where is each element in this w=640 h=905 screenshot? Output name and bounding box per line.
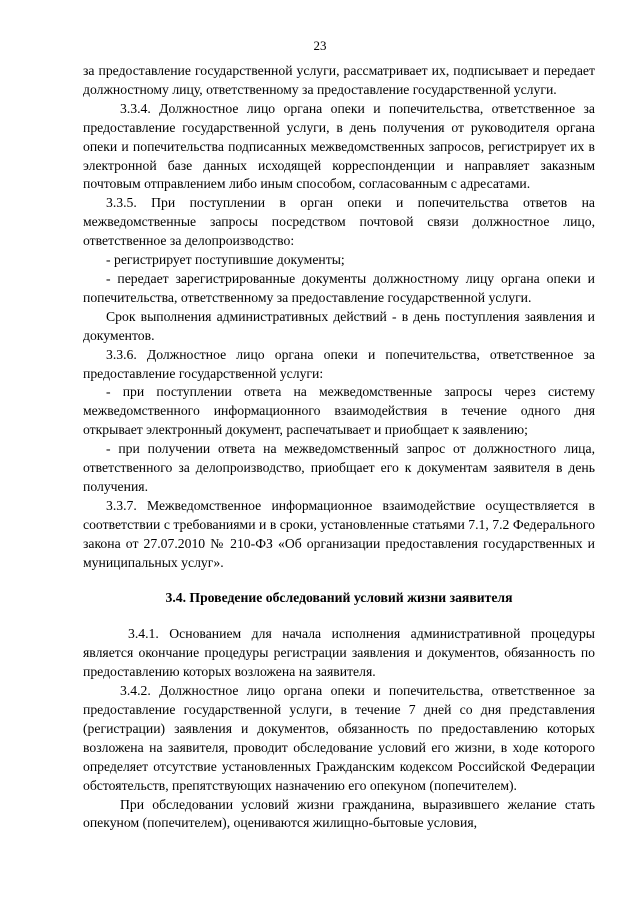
paragraph: 3.4.2. Должностное лицо органа опеки и попечительства, ответственное за предоставление государственной услуги, в течение 7 дней со дня представления (регистрации) заявления и документов, обязанность по предоставлению которых возложена на заявителя, проводит обследование условий его жизни, в ходе которого определяет отсутствие установленных Гражданским кодексом Российской Федерации обстоятельств, препятствующих назначению его опекуном (попечителем).	[83, 683, 595, 793]
paragraph: 3.3.6. Должностное лицо органа опеки и попечительства, ответственное за предоставление государственной услуги:	[83, 346, 595, 381]
list-item: - при получении ответа на межведомственный запрос от должностного лица, ответственного за делопроизводство, приобщает его к документам заявителя в день получения.	[83, 441, 595, 494]
paragraph: 3.4.1. Основанием для начала исполнения административной процедуры является окончание процедуры регистрации заявления и документов, обязанность по предоставлению которых возложена на заявителя.	[83, 626, 595, 680]
list-item: - регистрирует поступившие документы;	[106, 252, 345, 268]
paragraph: 3.3.4. Должностное лицо органа опеки и попечительства, ответственное за предоставление государственной услуги, в день получения от руководителя органа опеки и попечительства подписанных межведомственных запросов, регистрирует их в электронной базе данных исходящей корреспонденции и направляет заказным почтовым отправлением либо иным способом, согласованным с адресатами.	[83, 100, 595, 192]
paragraph: 3.3.7. Межведомственное информационное взаимодействие осуществляется в соответствии с требованиями и в сроки, установленные статьями 7.1, 7.2 Федерального закона от 27.07.2010 № 210-ФЗ «Об организации предоставления государственных и муниципальных услуг».	[83, 497, 595, 570]
page-number: 23	[313, 38, 327, 53]
paragraph: за предоставление государственной услуги, рассматривает их, подписывает и передает должностному лицу, ответственному за предоставление государственной услуги.	[83, 63, 595, 97]
paragraph: 3.3.5. При поступлении в орган опеки и попечительства ответов на межведомственные запросы посредством почтовой связи должностное лицо, ответственное за делопроизводство:	[83, 195, 595, 249]
paragraph: Срок выполнения административных действий - в день поступления заявления и документов.	[83, 308, 595, 343]
document-body	[83, 62, 595, 833]
list-item: - передает зарегистрированные документы должностному лицу органа опеки и попечительства, ответственному за предоставление государственной услуги.	[83, 270, 595, 305]
section-heading: 3.4. Проведение обследований условий жизни заявителя	[165, 590, 513, 606]
paragraph: При обследовании условий жизни гражданина, выразившего желание стать опекуном (попечителем), оцениваются жилищно-бытовые условия,	[83, 796, 595, 831]
list-item: - при поступлении ответа на межведомственные запросы через систему межведомственного информационного взаимодействия в течение одного дня открывает электронный документ, распечатывает и приобщает к заявлению;	[83, 384, 595, 438]
